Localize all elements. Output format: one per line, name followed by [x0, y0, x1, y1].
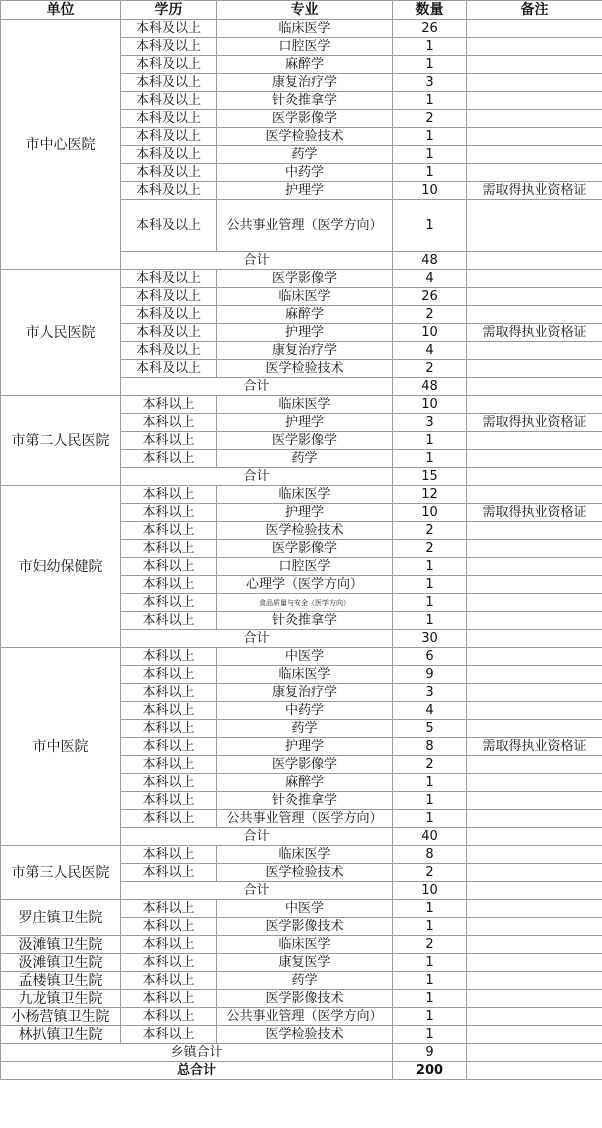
count-cell: 9 — [393, 666, 467, 684]
remark-cell — [467, 702, 602, 720]
education-cell: 本科以上 — [121, 666, 217, 684]
major-cell: 口腔医学 — [217, 558, 393, 576]
education-cell: 本科以上 — [121, 576, 217, 594]
remark-cell — [467, 612, 602, 630]
education-cell: 本科以上 — [121, 1008, 217, 1026]
education-cell: 本科以上 — [121, 396, 217, 414]
count-cell: 1 — [393, 612, 467, 630]
header-major: 专业 — [217, 1, 393, 20]
education-cell: 本科以上 — [121, 702, 217, 720]
subtotal-label: 合计 — [121, 378, 393, 396]
education-cell: 本科及以上 — [121, 324, 217, 342]
education-cell: 本科以上 — [121, 846, 217, 864]
major-cell: 临床医学 — [217, 846, 393, 864]
subtotal-label: 合计 — [121, 468, 393, 486]
remark-cell — [467, 270, 602, 288]
count-cell: 1 — [393, 594, 467, 612]
major-cell: 药学 — [217, 146, 393, 164]
education-cell: 本科以上 — [121, 648, 217, 666]
remark-cell — [467, 342, 602, 360]
remark-cell — [467, 522, 602, 540]
subtotal-value: 40 — [393, 828, 467, 846]
education-cell: 本科以上 — [121, 864, 217, 882]
education-cell: 本科以上 — [121, 792, 217, 810]
education-cell: 本科以上 — [121, 432, 217, 450]
table-row — [1, 1008, 602, 1026]
count-cell: 1 — [393, 774, 467, 792]
education-cell: 本科以上 — [121, 918, 217, 936]
count-cell: 2 — [393, 306, 467, 324]
count-cell: 4 — [393, 270, 467, 288]
education-cell: 本科及以上 — [121, 342, 217, 360]
count-cell: 2 — [393, 864, 467, 882]
education-cell: 本科及以上 — [121, 56, 217, 74]
count-cell: 1 — [393, 128, 467, 146]
remark-cell — [467, 846, 602, 864]
remark-cell — [467, 1062, 602, 1080]
major-cell: 麻醉学 — [217, 306, 393, 324]
education-cell: 本科以上 — [121, 450, 217, 468]
subtotal-value: 30 — [393, 630, 467, 648]
count-cell: 4 — [393, 702, 467, 720]
education-cell: 本科及以上 — [121, 146, 217, 164]
remark-cell: 需取得执业资格证 — [467, 324, 602, 342]
unit-cell: 市人民医院 — [1, 270, 121, 396]
major-cell: 药学 — [217, 972, 393, 990]
header-remark: 备注 — [467, 1, 602, 20]
major-cell: 药学 — [217, 720, 393, 738]
major-cell: 医学影像学 — [217, 270, 393, 288]
subtotal-value: 15 — [393, 468, 467, 486]
major-cell: 心理学（医学方向） — [217, 576, 393, 594]
count-cell: 5 — [393, 720, 467, 738]
count-cell: 2 — [393, 522, 467, 540]
remark-cell — [467, 558, 602, 576]
major-cell: 公共事业管理（医学方向） — [217, 1008, 393, 1026]
remark-cell — [467, 1008, 602, 1026]
remark-cell — [467, 360, 602, 378]
grand-total-row — [1, 1062, 602, 1080]
major-cell: 中药学 — [217, 702, 393, 720]
major-cell: 护理学 — [217, 182, 393, 200]
remark-cell — [467, 810, 602, 828]
major-cell: 临床医学 — [217, 936, 393, 954]
unit-cell: 九龙镇卫生院 — [1, 990, 121, 1008]
major-cell: 临床医学 — [217, 396, 393, 414]
remark-cell — [467, 666, 602, 684]
count-cell: 1 — [393, 900, 467, 918]
header-row — [1, 1, 602, 20]
remark-cell — [467, 306, 602, 324]
unit-cell: 汲滩镇卫生院 — [1, 936, 121, 954]
count-cell: 26 — [393, 20, 467, 38]
remark-cell — [467, 468, 602, 486]
major-cell: 医学检验技术 — [217, 522, 393, 540]
major-cell: 中药学 — [217, 164, 393, 182]
major-cell: 麻醉学 — [217, 774, 393, 792]
education-cell: 本科及以上 — [121, 288, 217, 306]
remark-cell — [467, 56, 602, 74]
unit-cell: 孟楼镇卫生院 — [1, 972, 121, 990]
education-cell: 本科以上 — [121, 972, 217, 990]
remark-cell — [467, 74, 602, 92]
remark-cell — [467, 378, 602, 396]
count-cell: 2 — [393, 540, 467, 558]
count-cell: 1 — [393, 576, 467, 594]
count-cell: 26 — [393, 288, 467, 306]
major-cell: 临床医学 — [217, 666, 393, 684]
remark-cell — [467, 146, 602, 164]
education-cell: 本科及以上 — [121, 200, 217, 252]
education-cell: 本科以上 — [121, 738, 217, 756]
grand-total-row-label: 总合计 — [1, 1062, 393, 1080]
major-cell: 麻醉学 — [217, 56, 393, 74]
unit-cell: 市中医院 — [1, 648, 121, 846]
remark-cell: 需取得执业资格证 — [467, 182, 602, 200]
table-row — [1, 396, 602, 414]
major-cell: 临床医学 — [217, 486, 393, 504]
count-cell: 8 — [393, 846, 467, 864]
count-cell: 2 — [393, 936, 467, 954]
education-cell: 本科以上 — [121, 756, 217, 774]
table-row — [1, 954, 602, 972]
remark-cell — [467, 648, 602, 666]
subtotal-label: 合计 — [121, 828, 393, 846]
count-cell: 4 — [393, 342, 467, 360]
subtotal-label: 合计 — [121, 630, 393, 648]
table-row — [1, 20, 602, 38]
subtotal-label: 合计 — [121, 252, 393, 270]
table-row — [1, 270, 602, 288]
table-row — [1, 846, 602, 864]
count-cell: 1 — [393, 164, 467, 182]
count-cell: 1 — [393, 792, 467, 810]
remark-cell — [467, 486, 602, 504]
remark-cell — [467, 828, 602, 846]
major-cell: 康复治疗学 — [217, 342, 393, 360]
table-row — [1, 486, 602, 504]
major-cell: 医学影像学 — [217, 540, 393, 558]
grand-total-row-value: 200 — [393, 1062, 467, 1080]
major-cell: 中医学 — [217, 900, 393, 918]
remark-cell — [467, 20, 602, 38]
education-cell: 本科及以上 — [121, 128, 217, 146]
remark-cell — [467, 38, 602, 56]
major-cell: 临床医学 — [217, 288, 393, 306]
remark-cell — [467, 1026, 602, 1044]
unit-cell: 小杨营镇卫生院 — [1, 1008, 121, 1026]
unit-cell: 市第三人民医院 — [1, 846, 121, 900]
count-cell: 1 — [393, 450, 467, 468]
remark-cell — [467, 630, 602, 648]
major-cell: 医学检验技术 — [217, 1026, 393, 1044]
education-cell: 本科以上 — [121, 990, 217, 1008]
major-cell: 医学检验技术 — [217, 128, 393, 146]
subtotal-label: 合计 — [121, 882, 393, 900]
major-cell: 康复治疗学 — [217, 684, 393, 702]
major-cell: 康复医学 — [217, 954, 393, 972]
major-cell: 医学检验技术 — [217, 864, 393, 882]
table-row — [1, 648, 602, 666]
education-cell: 本科以上 — [121, 504, 217, 522]
education-cell: 本科以上 — [121, 684, 217, 702]
major-cell: 临床医学 — [217, 20, 393, 38]
remark-cell — [467, 990, 602, 1008]
remark-cell — [467, 396, 602, 414]
remark-cell — [467, 774, 602, 792]
town-total-row-label: 乡镇合计 — [1, 1044, 393, 1062]
remark-cell — [467, 288, 602, 306]
count-cell: 12 — [393, 486, 467, 504]
major-cell: 食品质量与安全（医学方向） — [217, 594, 393, 612]
count-cell: 1 — [393, 810, 467, 828]
education-cell: 本科及以上 — [121, 20, 217, 38]
education-cell: 本科及以上 — [121, 74, 217, 92]
major-cell: 针灸推拿学 — [217, 612, 393, 630]
remark-cell — [467, 936, 602, 954]
header-education: 学历 — [121, 1, 217, 20]
count-cell: 3 — [393, 414, 467, 432]
count-cell: 1 — [393, 432, 467, 450]
education-cell: 本科以上 — [121, 558, 217, 576]
unit-cell: 市妇幼保健院 — [1, 486, 121, 648]
count-cell: 1 — [393, 56, 467, 74]
education-cell: 本科以上 — [121, 936, 217, 954]
education-cell: 本科以上 — [121, 594, 217, 612]
major-cell: 口腔医学 — [217, 38, 393, 56]
subtotal-value: 48 — [393, 378, 467, 396]
unit-cell: 市中心医院 — [1, 20, 121, 270]
remark-cell — [467, 594, 602, 612]
education-cell: 本科以上 — [121, 522, 217, 540]
count-cell: 6 — [393, 648, 467, 666]
remark-cell — [467, 252, 602, 270]
subtotal-value: 10 — [393, 882, 467, 900]
header-count: 数量 — [393, 1, 467, 20]
remark-cell — [467, 110, 602, 128]
unit-cell: 罗庄镇卫生院 — [1, 900, 121, 936]
education-cell: 本科及以上 — [121, 306, 217, 324]
town-total-row — [1, 1044, 602, 1062]
remark-cell — [467, 92, 602, 110]
major-cell: 针灸推拿学 — [217, 792, 393, 810]
count-cell: 1 — [393, 200, 467, 252]
education-cell: 本科以上 — [121, 486, 217, 504]
education-cell: 本科及以上 — [121, 270, 217, 288]
remark-cell: 需取得执业资格证 — [467, 414, 602, 432]
remark-cell — [467, 972, 602, 990]
remark-cell — [467, 128, 602, 146]
education-cell: 本科以上 — [121, 612, 217, 630]
unit-cell: 市第二人民医院 — [1, 396, 121, 486]
education-cell: 本科及以上 — [121, 110, 217, 128]
major-cell: 护理学 — [217, 738, 393, 756]
count-cell: 1 — [393, 918, 467, 936]
education-cell: 本科以上 — [121, 1026, 217, 1044]
remark-cell — [467, 954, 602, 972]
count-cell: 10 — [393, 396, 467, 414]
count-cell: 3 — [393, 684, 467, 702]
count-cell: 1 — [393, 1008, 467, 1026]
unit-cell: 林扒镇卫生院 — [1, 1026, 121, 1044]
count-cell: 2 — [393, 360, 467, 378]
count-cell: 1 — [393, 990, 467, 1008]
remark-cell — [467, 450, 602, 468]
remark-cell — [467, 1044, 602, 1062]
education-cell: 本科及以上 — [121, 164, 217, 182]
header-unit: 单位 — [1, 1, 121, 20]
remark-cell — [467, 756, 602, 774]
major-cell: 针灸推拿学 — [217, 92, 393, 110]
major-cell: 公共事业管理（医学方向） — [217, 200, 393, 252]
major-cell: 医学影像学 — [217, 110, 393, 128]
education-cell: 本科及以上 — [121, 92, 217, 110]
table-row — [1, 900, 602, 918]
table-row — [1, 972, 602, 990]
major-cell: 医学影像技术 — [217, 990, 393, 1008]
major-cell: 医学影像学 — [217, 756, 393, 774]
education-cell: 本科及以上 — [121, 38, 217, 56]
remark-cell — [467, 684, 602, 702]
count-cell: 10 — [393, 324, 467, 342]
remark-cell — [467, 882, 602, 900]
table-row — [1, 1026, 602, 1044]
count-cell: 1 — [393, 146, 467, 164]
major-cell: 公共事业管理（医学方向） — [217, 810, 393, 828]
table-row — [1, 990, 602, 1008]
count-cell: 1 — [393, 1026, 467, 1044]
count-cell: 1 — [393, 954, 467, 972]
major-cell: 医学检验技术 — [217, 360, 393, 378]
count-cell: 10 — [393, 504, 467, 522]
subtotal-value: 48 — [393, 252, 467, 270]
education-cell: 本科以上 — [121, 810, 217, 828]
remark-cell — [467, 918, 602, 936]
remark-cell: 需取得执业资格证 — [467, 738, 602, 756]
remark-cell — [467, 900, 602, 918]
education-cell: 本科及以上 — [121, 360, 217, 378]
count-cell: 1 — [393, 558, 467, 576]
major-cell: 护理学 — [217, 414, 393, 432]
education-cell: 本科以上 — [121, 774, 217, 792]
remark-cell — [467, 576, 602, 594]
count-cell: 8 — [393, 738, 467, 756]
education-cell: 本科及以上 — [121, 182, 217, 200]
count-cell: 10 — [393, 182, 467, 200]
major-cell: 康复治疗学 — [217, 74, 393, 92]
remark-cell — [467, 864, 602, 882]
remark-cell: 需取得执业资格证 — [467, 504, 602, 522]
major-cell: 医学影像技术 — [217, 918, 393, 936]
education-cell: 本科以上 — [121, 900, 217, 918]
education-cell: 本科以上 — [121, 720, 217, 738]
unit-cell: 汲滩镇卫生院 — [1, 954, 121, 972]
count-cell: 3 — [393, 74, 467, 92]
education-cell: 本科以上 — [121, 414, 217, 432]
table-row — [1, 936, 602, 954]
count-cell: 1 — [393, 38, 467, 56]
major-cell: 护理学 — [217, 324, 393, 342]
remark-cell — [467, 164, 602, 182]
count-cell: 2 — [393, 756, 467, 774]
major-cell: 医学影像学 — [217, 432, 393, 450]
remark-cell — [467, 720, 602, 738]
count-cell: 1 — [393, 972, 467, 990]
count-cell: 1 — [393, 92, 467, 110]
remark-cell — [467, 540, 602, 558]
town-total-row-value: 9 — [393, 1044, 467, 1062]
education-cell: 本科以上 — [121, 954, 217, 972]
remark-cell — [467, 432, 602, 450]
major-cell: 护理学 — [217, 504, 393, 522]
education-cell: 本科以上 — [121, 540, 217, 558]
major-cell: 中医学 — [217, 648, 393, 666]
remark-cell — [467, 792, 602, 810]
remark-cell — [467, 200, 602, 252]
count-cell: 2 — [393, 110, 467, 128]
major-cell: 药学 — [217, 450, 393, 468]
table-body — [1, 20, 602, 1080]
